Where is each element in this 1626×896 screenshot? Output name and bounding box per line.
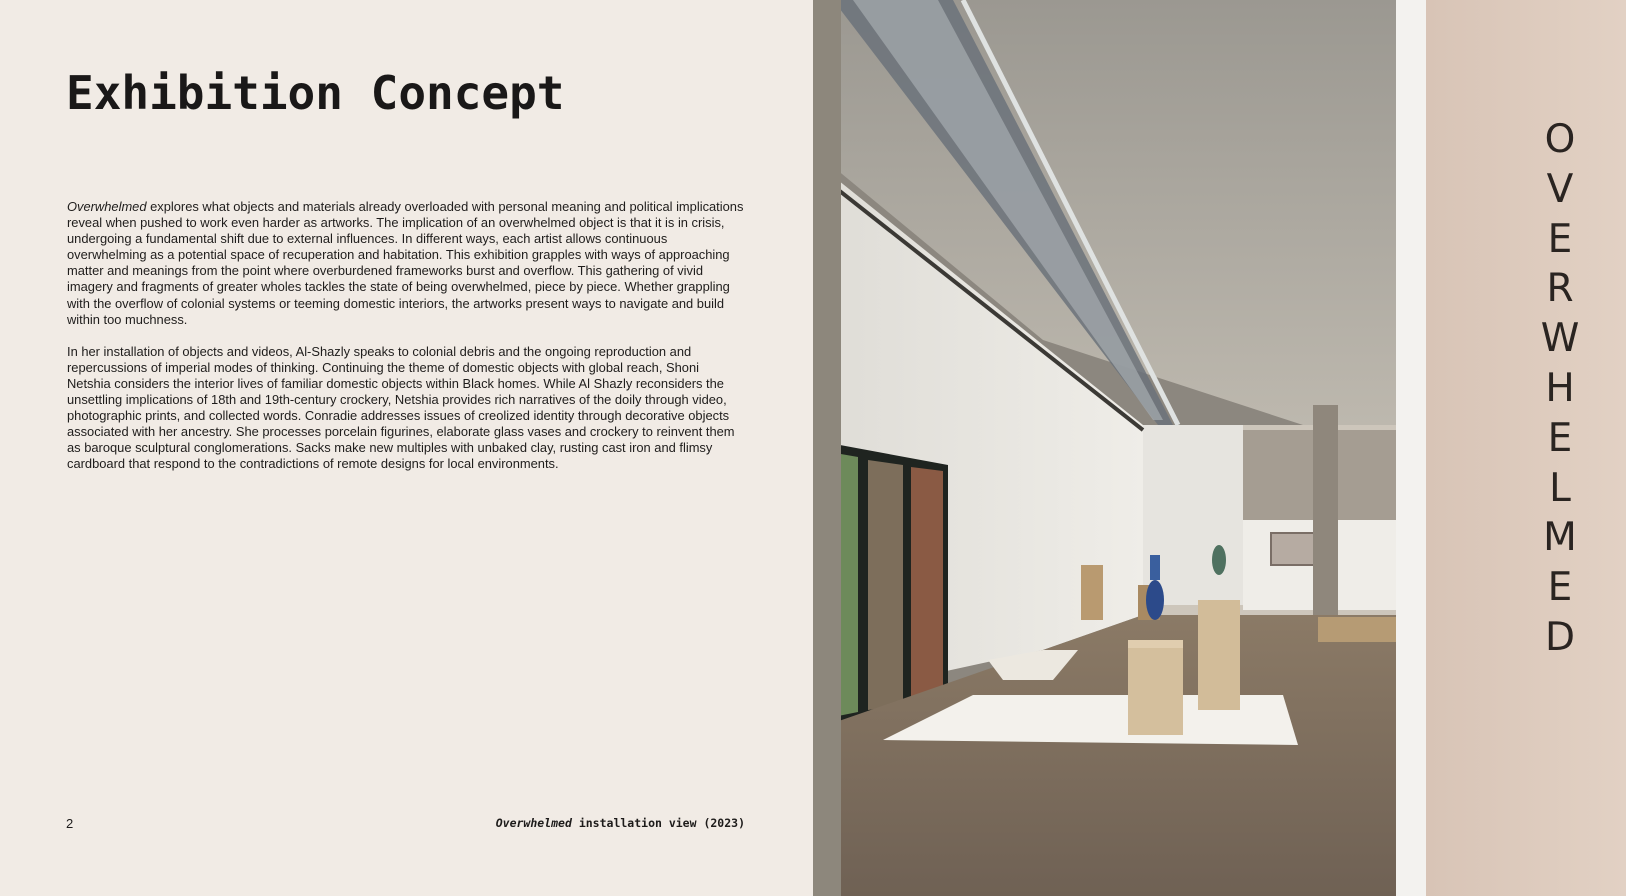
wall-letter: E [1547, 415, 1573, 461]
wall-letter: V [1546, 166, 1574, 212]
wall-letter: L [1549, 465, 1571, 511]
blue-vase [1146, 580, 1164, 620]
paragraph-1-lead: Overwhelmed [67, 199, 147, 214]
blue-vase-neck [1150, 555, 1160, 580]
low-plinth [1318, 617, 1398, 642]
column [1313, 405, 1338, 615]
paragraph-1 [67, 199, 745, 328]
wall-letter: D [1544, 614, 1576, 660]
photo-caption [496, 816, 745, 830]
wall-letter: W [1540, 316, 1580, 362]
green-vase [1212, 545, 1226, 575]
wall-letter: O [1544, 117, 1576, 162]
pedestal-3 [1081, 565, 1103, 620]
pedestal-1 [1128, 645, 1183, 735]
wall-letter: R [1546, 266, 1574, 312]
installation-photo [813, 0, 1626, 896]
wall-lettering [1540, 115, 1580, 663]
pedestal-2 [1198, 600, 1240, 710]
paragraph-2: In her installation of objects and videos, Al-Shazly speaks to colonial debris and the ongoing reproduction and repercussions of imperial modes of thinking. Continuing the theme of domestic objects with global reach, Shoni Netshia considers the interior lives of familiar domestic objects within Black homes. While Al Shazly reconsiders the unsettling implications of 18th and 19th-century crockery, Netshia provides rich narratives of the doily through video, photographic prints, and collected words. Conradie addresses issues of creolized identity through decorative objects associated with her ancestry. She processes porcelain figurines, elaborate glass vases and crockery to reinvent them as baroque sculptural conglomerations. Sacks make new multiples with unbaked clay, rusting cast iron and flimsy cardboard that respond to the contradictions of remote designs for local environments. [67, 343, 735, 472]
right-wall [1426, 0, 1626, 896]
caption-rest: installation view (2023) [571, 816, 745, 830]
wall-edge [1396, 0, 1426, 896]
pedestal-1-top [1128, 640, 1183, 648]
wall-letter: E [1547, 216, 1573, 262]
glass-door-pane-2 [868, 460, 903, 710]
pillar [813, 0, 841, 896]
paragraph-1-rest: explores what objects and materials already overloaded with personal meaning and political implications reveal when pushed to work even harder as artworks. The implication of an overwhelmed object is that it is in crisis, undergoing a fundamental shift due to external influences. In different ways, each artist allows continuous overwhelming as a potential space of recuperation and habitation. This exhibition grapples with ways of approaching matter and meanings from the point where overburdened frameworks burst and overflow. This gathering of vivid imagery and fragments of greater wholes tackles the state of being overwhelmed, piece by piece. Whether grappling with the overflow of colonial systems or teeming domestic interiors, the artworks present ways to navigate and build within too muchness. [67, 199, 744, 327]
wall-letter: E [1547, 565, 1573, 611]
page-number: 2 [66, 816, 74, 831]
wall-letter: M [1543, 515, 1577, 561]
wall-letter: H [1545, 365, 1575, 411]
glass-door-pane-3 [911, 467, 943, 702]
gallery-illustration [813, 0, 1626, 896]
page-title: Exhibition Concept [66, 66, 565, 120]
body-text [67, 199, 745, 489]
caption-italic: Overwhelmed [495, 816, 572, 830]
